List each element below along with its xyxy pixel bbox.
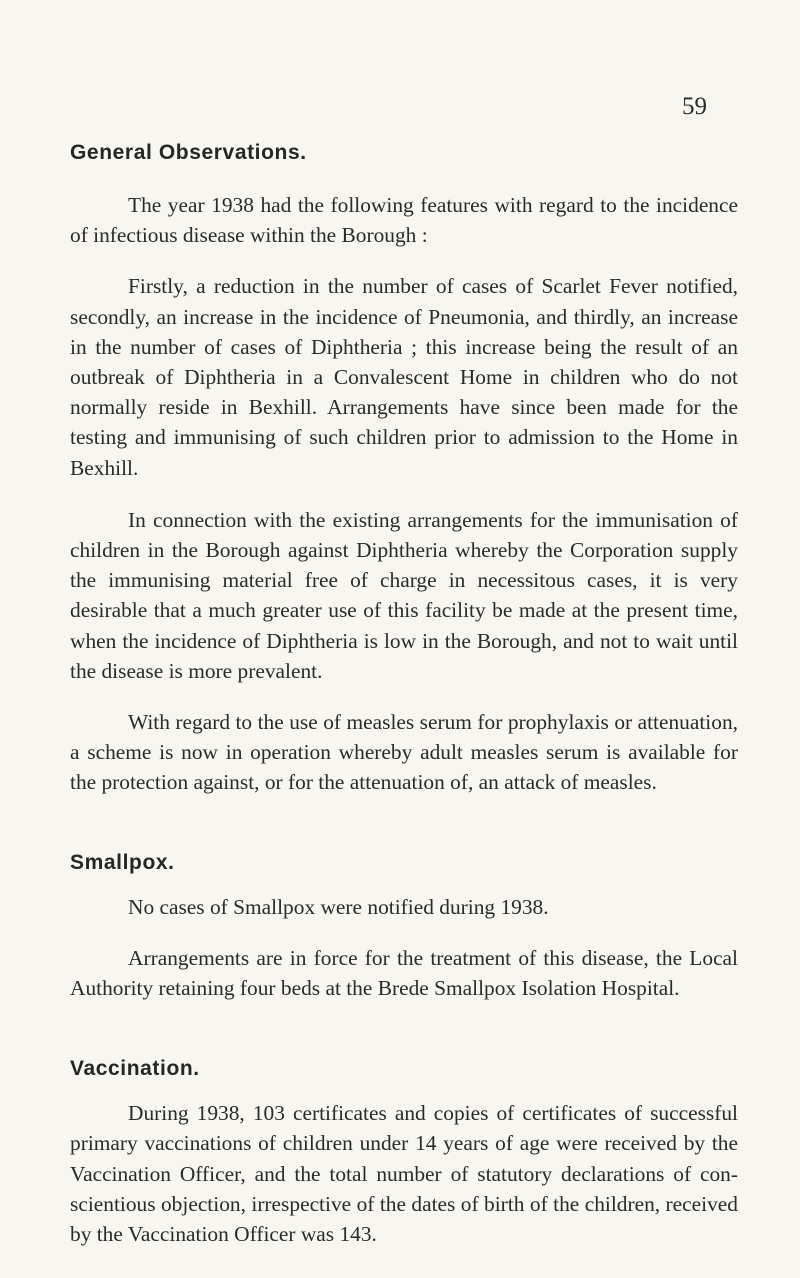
- section-smallpox: [70, 848, 738, 1004]
- paragraph: No cases of Smallpox were notified during 1938.: [128, 894, 549, 919]
- paragraph: With regard to the use of measles serum for prophylaxis or attenuation, a scheme is now in operation whereby adult measles serum is available for the protection against, or for the attenuation of, an attack of measles.: [70, 710, 738, 795]
- section-heading: Smallpox.: [70, 850, 175, 874]
- paragraph: Firstly, a reduction in the number of cases of Scarlet Fever notified, secondly, an increase in the incidence of Pneumonia, and thirdly, an increase in the number of cases of Diphtheria ; this increase being the result of an outbreak of Diphtheria in a Convalescent Home in children who do not normally reside in Bexhill. Arrangements have since been made for the testing and immunising of such children prior to admission to the Home in Bexhill.: [70, 274, 738, 480]
- paragraph: In connection with the existing arrangements for the immunisation of children in the Borough against Diphtheria whereby the Corporation supply the immunising material free of charge in necessitous cases, it is very desirable that a much greater use of this facility be made at the present time, when the incidence of Diphtheria is low in the Borough, and not to wait until the disease is more prevalent.: [70, 507, 738, 683]
- section-vaccination: [70, 1054, 738, 1249]
- paragraph: Arrangements are in force for the treatment of this disease, the Local Authority retaining four beds at the Brede Smallpox Isolation Hospital.: [70, 945, 738, 1001]
- page-number: 59: [682, 93, 707, 120]
- page-content: [70, 138, 738, 1249]
- paragraph: During 1938, 103 certificates and copies of certificates of successful primary vaccinations of children under 14 years of age were received by the Vaccination Officer, and the total number of statutory declarations of conscientious objection, irrespective of the dates of birth of the children, received by the Vaccination Officer was 143.: [70, 1101, 738, 1247]
- section-heading: Vaccination.: [70, 1057, 200, 1081]
- section-heading: General Observations.: [70, 141, 307, 164]
- section-general-observations: [70, 138, 738, 798]
- paragraph: The year 1938 had the following features with regard to the incidence of infectious disease within the Borough :: [70, 193, 738, 248]
